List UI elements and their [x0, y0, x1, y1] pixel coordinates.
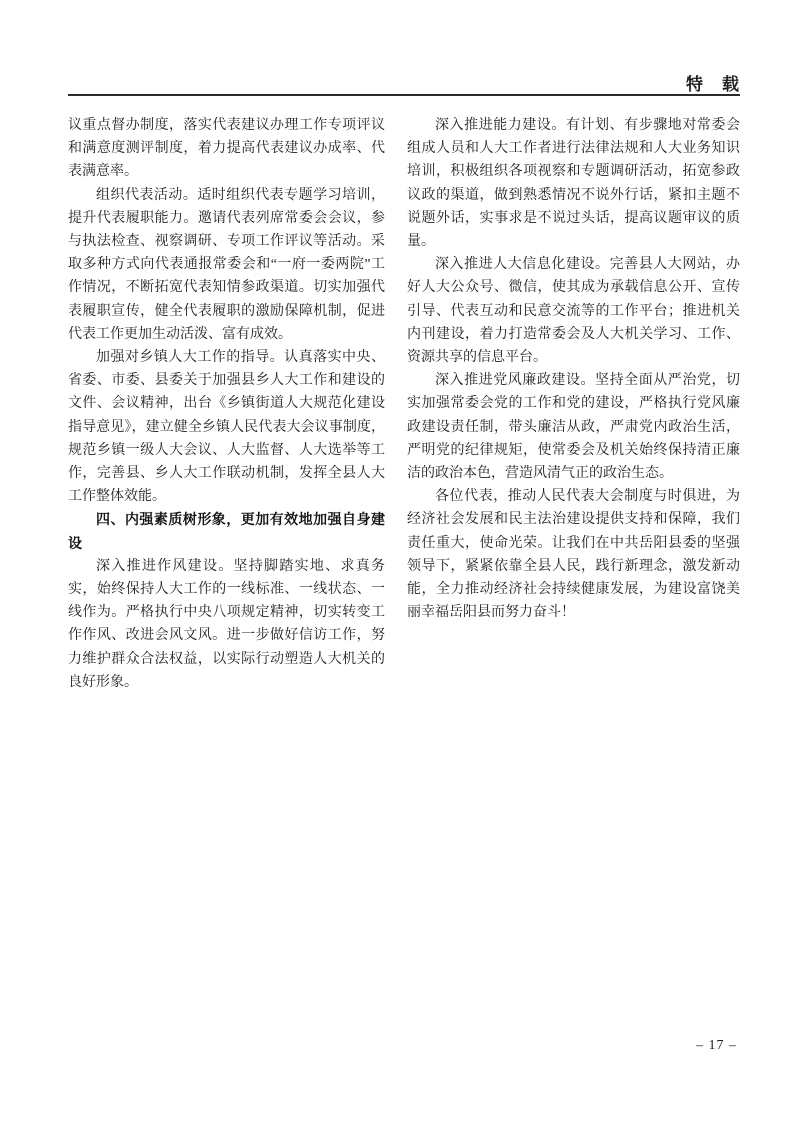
page-number: – 17 – [696, 1038, 737, 1053]
paragraph-closing-appeal: 各位代表，推动人民代表大会制度与时俱进，为经济社会发展和民主法治建设提供支持和保障，我们责任重大，使命光荣。让我们在中共岳阳县委的坚强领导下，紧紧依靠全县人民，践行新理念，激发新动能，全力推动经济社会持续健康发展，为建设富饶美丽幸福岳阳县而努力奋斗！ [407, 489, 740, 621]
paragraph-continuation: 议重点督办制度，落实代表建议办理工作专项评议和满意度测评制度，着力提高代表建议办成率、代表满意率。 [68, 118, 385, 180]
paragraph-township-guidance: 加强对乡镇人大工作的指导。认真落实中央、省委、市委、县委关于加强县乡人大工作和建设的文件、会议精神，出台《乡镇街道人大规范化建设指导意见》，建立健全乡镇人民代表大会议事制度，规范乡镇一级人大会议、人大监督、人大选举等工作，完善县、乡人大工作联动机制，发挥全县人大工作整体效能。 [68, 350, 385, 505]
paragraph-capacity-building: 深入推进能力建设。有计划、有步骤地对常委会组成人员和人大工作者进行法律法规和人大业务知识培训，积极组织各项视察和专题调研活动，拓宽参政议政的渠道，做到熟悉情况不说外行话，紧扣主题不说题外话，实事求是不说过头话，提高议题审议的质量。 [407, 118, 740, 250]
paragraph-work-style: 深入推进作风建设。坚持脚踏实地、求真务实，始终保持人大工作的一线标准、一线状态、一线作为。严格执行中央八项规定精神，切实转变工作作风、改进会风文风。进一步做好信访工作，努力维护群众合法权益，以实际行动塑造人大机关的良好形象。 [68, 558, 385, 690]
header-rule [68, 94, 740, 96]
right-column [407, 114, 740, 694]
left-column [68, 114, 385, 694]
text-columns [68, 114, 740, 694]
paragraph-organize-deputy-activities: 组织代表活动。适时组织代表专题学习培训，提升代表履职能力。邀请代表列席常委会会议，参与执法检查、视察调研、专项工作评议等活动。采取多种方式向代表通报常委会和“一府一委两院”工作情况，不断拓宽代表知情参政渠道。切实加强代表履职宣传，健全代表履职的激励保障机制，促进代表工作更加生动活泼、富有成效。 [68, 187, 385, 342]
section-heading-four: 四、内强素质树形象，更加有效地加强自身建设 [68, 511, 385, 551]
section-header-label: 特 载 [686, 75, 740, 94]
paragraph-party-conduct: 深入推进党风廉政建设。坚持全面从严治党，切实加强常委会党的工作和党的建设，严格执行党风廉政建设责任制，带头廉洁从政，严肃党内政治生活，严明党的纪律规矩，使常委会及机关始终保持清正廉洁的政治本色，营造风清气正的政治生态。 [407, 373, 740, 482]
paragraph-informatization: 深入推进人大信息化建设。完善县人大网站，办好人大公众号、微信，使其成为承载信息公开、宣传引导、代表互动和民意交流等的工作平台；推进机关内刊建设，着力打造常委会及人大机关学习、工作、资源共享的信息平台。 [407, 257, 740, 366]
